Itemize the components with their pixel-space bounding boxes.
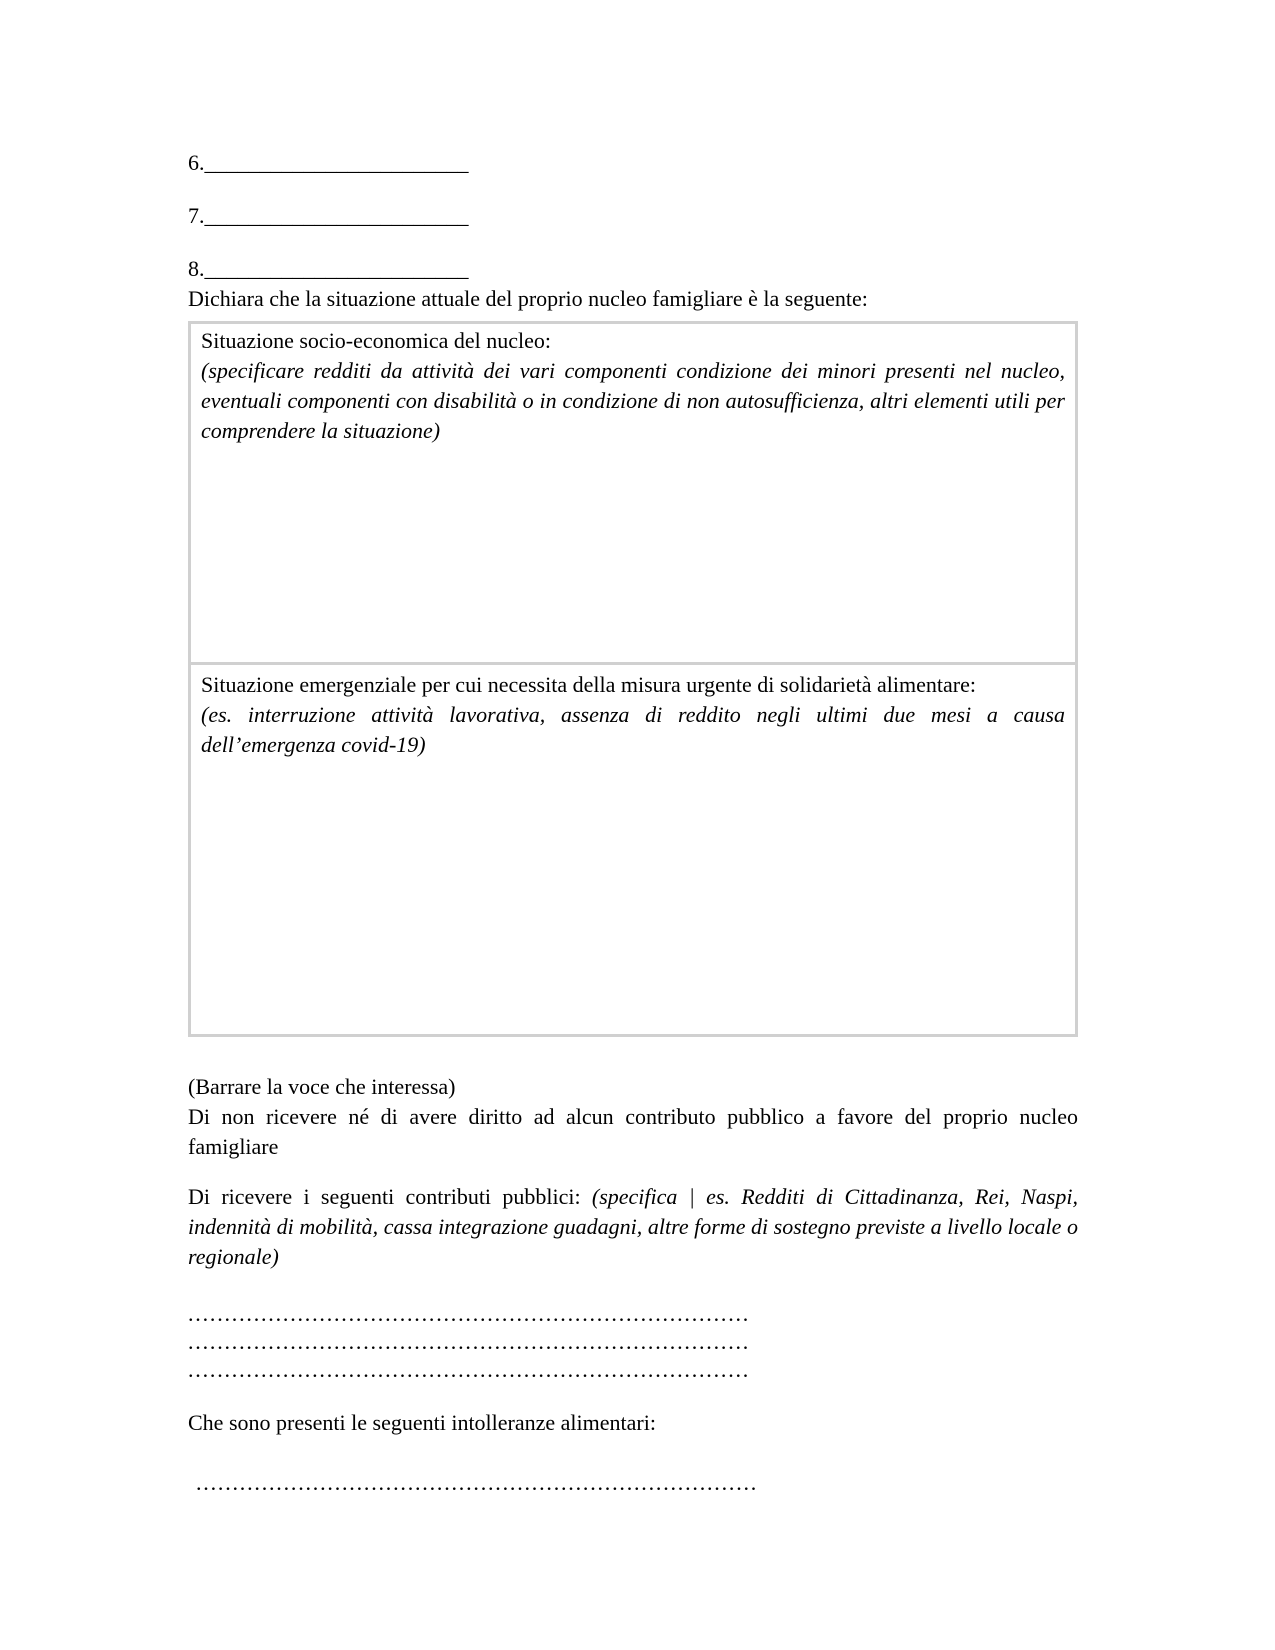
emergency-situation-box[interactable] [191,665,1075,1034]
fill-in-blank[interactable]: ________________________ [204,150,469,175]
dotted-fill-line-3[interactable]: ............................................................................. [188,1357,751,1382]
numbered-blank-line-8[interactable] [188,254,1078,284]
socio-economic-box-hint: (specificare redditi da attività dei vari componenti condizione dei minori presenti nel nucleo, eventuali componenti con disabilità o in condizione di non autosufficienza, altri elementi utili per comprendere la situazione) [201,358,1065,443]
socio-economic-situation-box[interactable] [191,324,1075,665]
option-receive-label: Di ricevere i seguenti contributi pubblici: [188,1184,592,1209]
intolerances-dotted-fill-line[interactable]: ............................................................................. [196,1470,759,1495]
contributions-fill-area [188,1300,1078,1384]
check-note: (Barrare la voce che interessa) [188,1074,456,1099]
emergency-box-hint: (es. interruzione attività lavorativa, assenza di reddito negli ultimi due mesi a causa dell’emergenza covid-19) [201,702,1065,757]
fill-in-blank[interactable]: ________________________ [204,256,469,281]
option-receive-contributions [188,1182,1078,1272]
numbered-blank-line-7[interactable] [188,201,1078,231]
emergency-box-title: Situazione emergenziale per cui necessita della misura urgente di solidarietà alimentare: [201,672,976,697]
fill-in-blank[interactable]: ________________________ [204,203,469,228]
numbered-blank-line-6[interactable] [188,148,1078,178]
line-number: 7. [188,203,205,228]
option-receive-hint: (specifica | es. Redditi di Cittadinanza, Rei, Naspi, indennità di mobilità, cassa integrazione guadagni, altre forme di sostegno previste a livello locale o regionale) [188,1184,1078,1269]
dotted-fill-line-1[interactable]: ............................................................................. [188,1301,751,1326]
line-number: 8. [188,256,205,281]
line-number: 6. [188,150,205,175]
dotted-fill-line-2[interactable]: ............................................................................. [188,1329,751,1354]
situation-table [188,321,1078,1037]
declaration-intro: Dichiara che la situazione attuale del proprio nucleo famigliare è la seguente: [188,286,868,311]
option-no-contributions: Di non ricevere né di avere diritto ad alcun contributo pubblico a favore del proprio nucleo famigliare [188,1104,1078,1159]
intolerances-label: Che sono presenti le seguenti intolleranze alimentari: [188,1410,656,1435]
socio-economic-box-title: Situazione socio-economica del nucleo: [201,328,552,353]
